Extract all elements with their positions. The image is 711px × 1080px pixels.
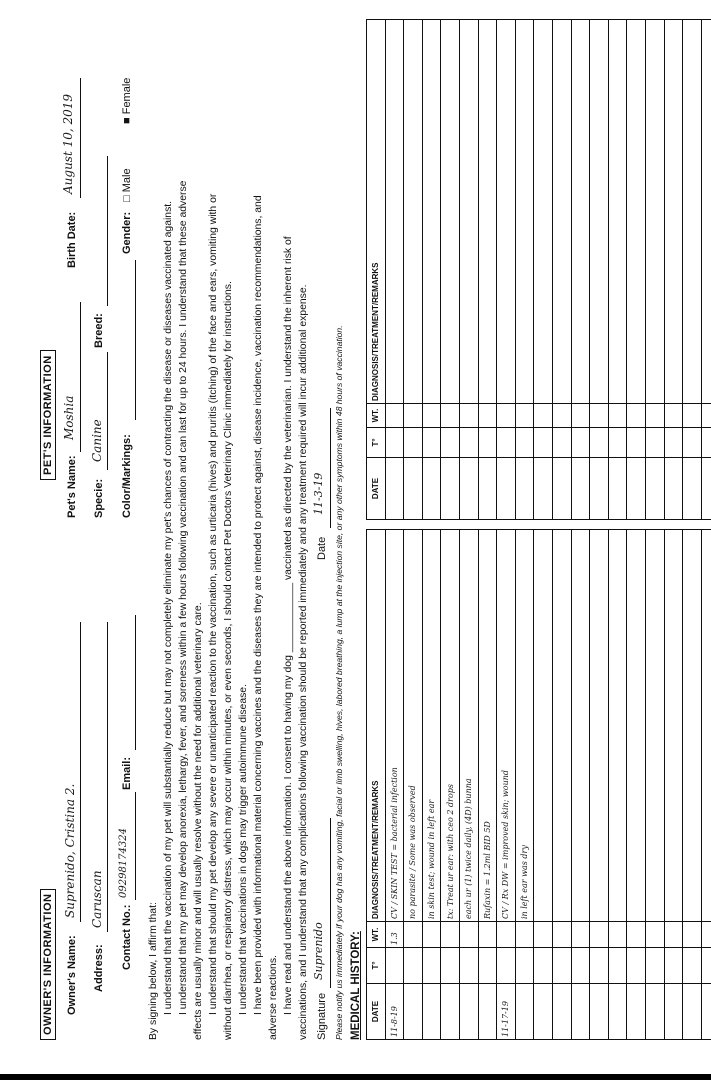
col-date-header: DATE xyxy=(367,458,386,520)
cell-remarks[interactable] xyxy=(459,20,478,404)
cell-temp[interactable] xyxy=(645,428,664,458)
cell-temp[interactable] xyxy=(701,948,711,984)
table-row xyxy=(478,20,497,520)
cell-wt[interactable] xyxy=(645,404,664,428)
pet-name-label: Pet's Name: xyxy=(66,455,78,518)
consent-line-9: I have read and understand the above information. I consent to having my dog ____________ vaccinated as directed by the veterinarian. I understand the inherent risk of xyxy=(283,236,294,1015)
owners-information-heading: OWNER'S INFORMATION xyxy=(40,889,56,1040)
cell-date[interactable] xyxy=(478,984,497,1040)
cell-temp[interactable] xyxy=(571,428,590,458)
cell-date[interactable] xyxy=(404,984,423,1040)
cell-temp[interactable] xyxy=(422,428,441,458)
table-row xyxy=(590,530,609,1040)
consent-line-4: I understand that should my pet develop any severe or unanticipated reaction to the vaccination, such as urticaria (hives) and pruritis (itching) of the face and ears, vomiting with or xyxy=(208,193,219,1015)
gender-label: Gender: xyxy=(121,211,133,254)
cell-remarks[interactable] xyxy=(422,20,441,404)
cell-date[interactable] xyxy=(664,984,683,1040)
cell-wt[interactable] xyxy=(441,404,460,428)
cell-date[interactable]: 11-8-19 xyxy=(385,984,404,1040)
cell-remarks[interactable] xyxy=(608,20,627,404)
cell-wt[interactable] xyxy=(515,404,534,428)
cell-temp[interactable] xyxy=(683,948,702,984)
cell-wt[interactable] xyxy=(459,404,478,428)
cell-wt[interactable] xyxy=(422,404,441,428)
cell-remarks[interactable] xyxy=(645,20,664,404)
gender-male-option[interactable] xyxy=(121,168,133,202)
table-row xyxy=(515,20,534,520)
male-checkbox-icon[interactable]: □ xyxy=(121,195,133,202)
cell-temp[interactable] xyxy=(515,948,534,984)
medical-history-table-right xyxy=(366,19,711,520)
cell-wt[interactable] xyxy=(627,404,646,428)
cell-temp[interactable] xyxy=(552,428,571,458)
cell-date[interactable] xyxy=(571,984,590,1040)
table-row xyxy=(422,530,441,1040)
owner-name-line xyxy=(80,622,81,922)
cell-date[interactable] xyxy=(627,984,646,1040)
cell-date[interactable] xyxy=(645,458,664,520)
table-row xyxy=(422,20,441,520)
cell-temp[interactable] xyxy=(664,948,683,984)
consent-line-3: effects are usually minor and will usually resolve without the need for additional veterinary care. xyxy=(193,602,204,1040)
cell-temp[interactable] xyxy=(627,948,646,984)
address-value[interactable]: Caruscan xyxy=(90,870,104,928)
table-header-row xyxy=(367,20,386,520)
cell-date[interactable] xyxy=(627,458,646,520)
cell-wt[interactable] xyxy=(497,922,516,948)
table-row xyxy=(534,20,553,520)
cell-date[interactable] xyxy=(534,458,553,520)
signature-value[interactable]: Suprenido xyxy=(312,922,325,980)
cell-temp[interactable] xyxy=(404,948,423,984)
cell-date[interactable] xyxy=(385,458,404,520)
cell-remarks[interactable]: in left ear was dry xyxy=(515,530,534,922)
cell-temp[interactable] xyxy=(478,428,497,458)
breed-line xyxy=(107,156,108,306)
cell-remarks[interactable] xyxy=(683,20,702,404)
table-row xyxy=(571,20,590,520)
cell-temp[interactable] xyxy=(459,948,478,984)
table-row xyxy=(404,530,423,1040)
cell-date[interactable] xyxy=(422,458,441,520)
table-row xyxy=(645,20,664,520)
cell-date[interactable] xyxy=(552,984,571,1040)
medical-history-table-left xyxy=(366,529,711,1040)
cell-temp[interactable] xyxy=(534,948,553,984)
cell-wt[interactable] xyxy=(701,922,711,948)
cell-remarks[interactable] xyxy=(441,20,460,404)
cell-remarks[interactable] xyxy=(515,20,534,404)
color-markings-label: Color/Markings: xyxy=(121,434,133,518)
cell-remarks[interactable] xyxy=(627,530,646,922)
cell-date[interactable] xyxy=(534,984,553,1040)
cell-wt[interactable] xyxy=(534,404,553,428)
date-label: Date xyxy=(316,536,328,560)
cell-temp[interactable] xyxy=(515,428,534,458)
table-row xyxy=(701,530,711,1040)
cell-temp[interactable] xyxy=(552,948,571,984)
cell-wt[interactable] xyxy=(497,404,516,428)
cell-remarks[interactable] xyxy=(478,20,497,404)
cell-temp[interactable] xyxy=(385,948,404,984)
consent-line-5: without diarrhea, or respiratory distress, which may occur within minutes, or even seconds, I should contact Pet Doctors Veterinary Clinic immediately for instructions. xyxy=(223,281,234,1040)
owner-name-value[interactable]: Suprenido, Cristina 2. xyxy=(63,783,77,918)
col-wt-header: WT. xyxy=(367,404,386,428)
cell-wt[interactable] xyxy=(534,922,553,948)
table-header-row xyxy=(367,530,386,1040)
cell-remarks[interactable]: CV / Rx DW = improved skin; wound xyxy=(497,530,516,922)
table-row xyxy=(515,530,534,1040)
cell-wt[interactable] xyxy=(645,922,664,948)
cell-temp[interactable] xyxy=(571,948,590,984)
table-row xyxy=(683,20,702,520)
cell-remarks[interactable] xyxy=(683,530,702,922)
cell-temp[interactable] xyxy=(608,948,627,984)
contact-no-value[interactable]: 09298174324 xyxy=(118,828,129,898)
gender-female-option[interactable] xyxy=(121,78,133,124)
cell-wt[interactable] xyxy=(552,922,571,948)
table-row xyxy=(459,530,478,1040)
table-row xyxy=(534,530,553,1040)
table-row xyxy=(683,530,702,1040)
cell-date[interactable] xyxy=(683,984,702,1040)
table-row xyxy=(497,530,516,1040)
cell-date[interactable] xyxy=(701,984,711,1040)
cell-temp[interactable] xyxy=(664,428,683,458)
cell-wt[interactable] xyxy=(478,404,497,428)
col-date-header: DATE xyxy=(367,984,386,1040)
col-remarks-header: DIAGNOSIS/TREATMENT/REMARKS xyxy=(367,530,386,922)
cell-temp[interactable] xyxy=(497,428,516,458)
cell-wt[interactable] xyxy=(385,404,404,428)
cell-remarks[interactable] xyxy=(534,20,553,404)
cell-date[interactable] xyxy=(459,458,478,520)
cell-remarks[interactable] xyxy=(552,530,571,922)
cell-temp[interactable] xyxy=(627,428,646,458)
cell-remarks[interactable] xyxy=(497,20,516,404)
cell-date[interactable] xyxy=(608,458,627,520)
cell-remarks[interactable] xyxy=(645,530,664,922)
table-row xyxy=(497,20,516,520)
cell-wt[interactable] xyxy=(571,404,590,428)
consent-intro: By signing below, I affirm that: xyxy=(148,902,159,1040)
consent-line-7: I have been provided with informational material concerning vaccines and the diseases they are intended to protect against, disease incidence, vaccination recommendations, and xyxy=(253,195,264,1015)
cell-wt[interactable] xyxy=(478,922,497,948)
cell-remarks[interactable]: in skin test; wound in left ear xyxy=(422,530,441,922)
cell-date[interactable] xyxy=(404,458,423,520)
cell-wt[interactable] xyxy=(404,922,423,948)
cell-remarks[interactable] xyxy=(701,530,711,922)
cell-remarks[interactable]: tx: Treat ur ear: with ceo 2 drops xyxy=(441,530,460,922)
cell-remarks[interactable]: CV / SKIN TEST = bacterial infection xyxy=(385,530,404,922)
cell-date[interactable] xyxy=(701,458,711,520)
cell-date[interactable] xyxy=(608,984,627,1040)
cell-temp[interactable] xyxy=(478,948,497,984)
cell-remarks[interactable]: Rufaxin = 1.2ml BID 5D xyxy=(478,530,497,922)
consent-line-2: I understand that my pet may develop anorexia, lethargy, fever, and soreness within a few hours following vaccination and can last for up to 24 hours. I understand that these adverse xyxy=(178,180,189,1015)
cell-remarks[interactable]: each ur (1) twice daily, (4D) bunna xyxy=(459,530,478,922)
cell-remarks[interactable] xyxy=(608,530,627,922)
cell-wt[interactable] xyxy=(552,404,571,428)
cell-wt[interactable] xyxy=(701,404,711,428)
cell-wt[interactable] xyxy=(683,404,702,428)
cell-wt[interactable] xyxy=(571,922,590,948)
cell-remarks[interactable] xyxy=(385,20,404,404)
birth-date-line xyxy=(80,78,81,198)
cell-wt[interactable] xyxy=(422,922,441,948)
cell-wt[interactable] xyxy=(441,922,460,948)
table-row xyxy=(441,20,460,520)
cell-wt[interactable] xyxy=(515,922,534,948)
table-row xyxy=(552,530,571,1040)
cell-temp[interactable] xyxy=(645,948,664,984)
cell-temp[interactable] xyxy=(422,948,441,984)
cell-date[interactable] xyxy=(478,458,497,520)
cell-remarks[interactable] xyxy=(590,20,609,404)
cell-temp[interactable] xyxy=(459,428,478,458)
cell-temp[interactable] xyxy=(590,948,609,984)
pet-name-value[interactable]: Moshia xyxy=(62,395,76,440)
cell-temp[interactable] xyxy=(385,428,404,458)
cell-remarks[interactable]: no parasite / Some was observed xyxy=(404,530,423,922)
table-row xyxy=(385,530,404,1040)
cell-wt[interactable] xyxy=(459,922,478,948)
cell-date[interactable] xyxy=(441,984,460,1040)
birth-date-label: Birth Date: xyxy=(66,211,78,268)
consent-line-8: adverse reactions. xyxy=(268,955,279,1040)
pets-information-heading: PET'S INFORMATION xyxy=(40,350,56,480)
contact-no-line xyxy=(135,792,136,900)
birth-date-value[interactable]: August 10, 2019 xyxy=(61,93,75,194)
email-label: Email: xyxy=(121,756,133,790)
address-label: Address: xyxy=(93,944,105,992)
table-row xyxy=(552,20,571,520)
notify-note: Please notify us immediately if your dog has any vomiting, facial or limb swelling, hives, labored breathing, a lump at the injection site, or any other symptoms within 48 hours of vaccination. xyxy=(334,325,344,1040)
contact-no-label: Contact No.: xyxy=(121,904,133,970)
table-row xyxy=(571,530,590,1040)
cell-remarks[interactable] xyxy=(404,20,423,404)
date-line xyxy=(330,408,331,528)
scan-edge-shadow xyxy=(0,1074,711,1080)
table-row xyxy=(664,20,683,520)
cell-wt[interactable] xyxy=(664,404,683,428)
col-wt-header: WT. xyxy=(367,922,386,948)
table-row xyxy=(627,20,646,520)
col-temp-header: T° xyxy=(367,948,386,984)
breed-label: Breed: xyxy=(93,313,105,348)
cell-remarks[interactable] xyxy=(571,530,590,922)
table-row xyxy=(478,530,497,1040)
cell-date[interactable]: 11-17-19 xyxy=(497,984,516,1040)
cell-wt[interactable] xyxy=(627,922,646,948)
cell-date[interactable] xyxy=(571,458,590,520)
specie-label: Specie: xyxy=(93,478,105,518)
cell-remarks[interactable] xyxy=(627,20,646,404)
consent-line-10: vaccinations, and I understand that any complications following vaccination should be reported immediately and any treatment required will incur additional expense. xyxy=(298,284,309,1040)
cell-temp[interactable] xyxy=(534,428,553,458)
cell-wt[interactable] xyxy=(590,404,609,428)
table-row xyxy=(701,20,711,520)
cell-date[interactable] xyxy=(683,458,702,520)
cell-remarks[interactable] xyxy=(664,20,683,404)
address-line xyxy=(107,622,108,932)
cell-date[interactable] xyxy=(552,458,571,520)
cell-date[interactable] xyxy=(515,984,534,1040)
cell-wt[interactable] xyxy=(683,922,702,948)
table-row xyxy=(385,20,404,520)
cell-date[interactable] xyxy=(590,458,609,520)
cell-temp[interactable] xyxy=(497,948,516,984)
cell-date[interactable] xyxy=(497,458,516,520)
cell-wt[interactable] xyxy=(608,922,627,948)
cell-remarks[interactable] xyxy=(590,530,609,922)
cell-wt[interactable] xyxy=(590,922,609,948)
table-row xyxy=(627,530,646,1040)
cell-wt[interactable] xyxy=(664,922,683,948)
medical-history-heading: MEDICAL HISTORY: xyxy=(350,931,362,1040)
cell-date[interactable] xyxy=(422,984,441,1040)
cell-remarks[interactable] xyxy=(552,20,571,404)
table-row xyxy=(608,530,627,1040)
cell-remarks[interactable] xyxy=(701,20,711,404)
consent-line-1: I understand that the vaccination of my pet will substantially reduce but may not completely eliminate my pet's chances of contracting the disease or diseases vaccinated against. xyxy=(163,200,174,1015)
color-markings-line xyxy=(135,260,136,420)
cell-remarks[interactable] xyxy=(664,530,683,922)
cell-wt[interactable] xyxy=(608,404,627,428)
cell-date[interactable] xyxy=(515,458,534,520)
owner-name-label: Owner's Name: xyxy=(66,935,78,1015)
cell-wt[interactable] xyxy=(404,404,423,428)
cell-date[interactable] xyxy=(441,458,460,520)
cell-temp[interactable] xyxy=(441,428,460,458)
cell-date[interactable] xyxy=(459,984,478,1040)
table-row xyxy=(608,20,627,520)
date-value[interactable]: 11-3-19 xyxy=(312,472,325,515)
cell-temp[interactable] xyxy=(608,428,627,458)
signature-line xyxy=(330,818,331,988)
cell-date[interactable] xyxy=(664,458,683,520)
cell-date[interactable] xyxy=(590,984,609,1040)
cell-temp[interactable] xyxy=(441,948,460,984)
female-checkbox-checked-icon[interactable]: ■ xyxy=(121,117,133,124)
consent-line-6: I understand that vaccinations in dogs may trigger autoimmune disease. xyxy=(238,684,249,1015)
cell-temp[interactable] xyxy=(404,428,423,458)
signature-label: Signature xyxy=(316,992,328,1040)
specie-value[interactable]: Canine xyxy=(90,419,104,462)
cell-wt[interactable]: 1.3 xyxy=(385,922,404,948)
specie-line xyxy=(107,352,108,470)
table-row xyxy=(404,20,423,520)
pet-name-line xyxy=(80,302,81,452)
col-temp-header: T° xyxy=(367,428,386,458)
cell-remarks[interactable] xyxy=(571,20,590,404)
cell-temp[interactable] xyxy=(590,428,609,458)
gender-female-text: Female xyxy=(121,77,133,115)
cell-date[interactable] xyxy=(645,984,664,1040)
table-row xyxy=(664,530,683,1040)
table-row xyxy=(459,20,478,520)
cell-temp[interactable] xyxy=(701,428,711,458)
gender-male-text: Male xyxy=(121,168,133,193)
email-line xyxy=(135,615,136,750)
table-row xyxy=(645,530,664,1040)
table-row xyxy=(441,530,460,1040)
cell-temp[interactable] xyxy=(683,428,702,458)
cell-remarks[interactable] xyxy=(534,530,553,922)
table-row xyxy=(590,20,609,520)
col-remarks-header: DIAGNOSIS/TREATMENT/REMARKS xyxy=(367,20,386,404)
